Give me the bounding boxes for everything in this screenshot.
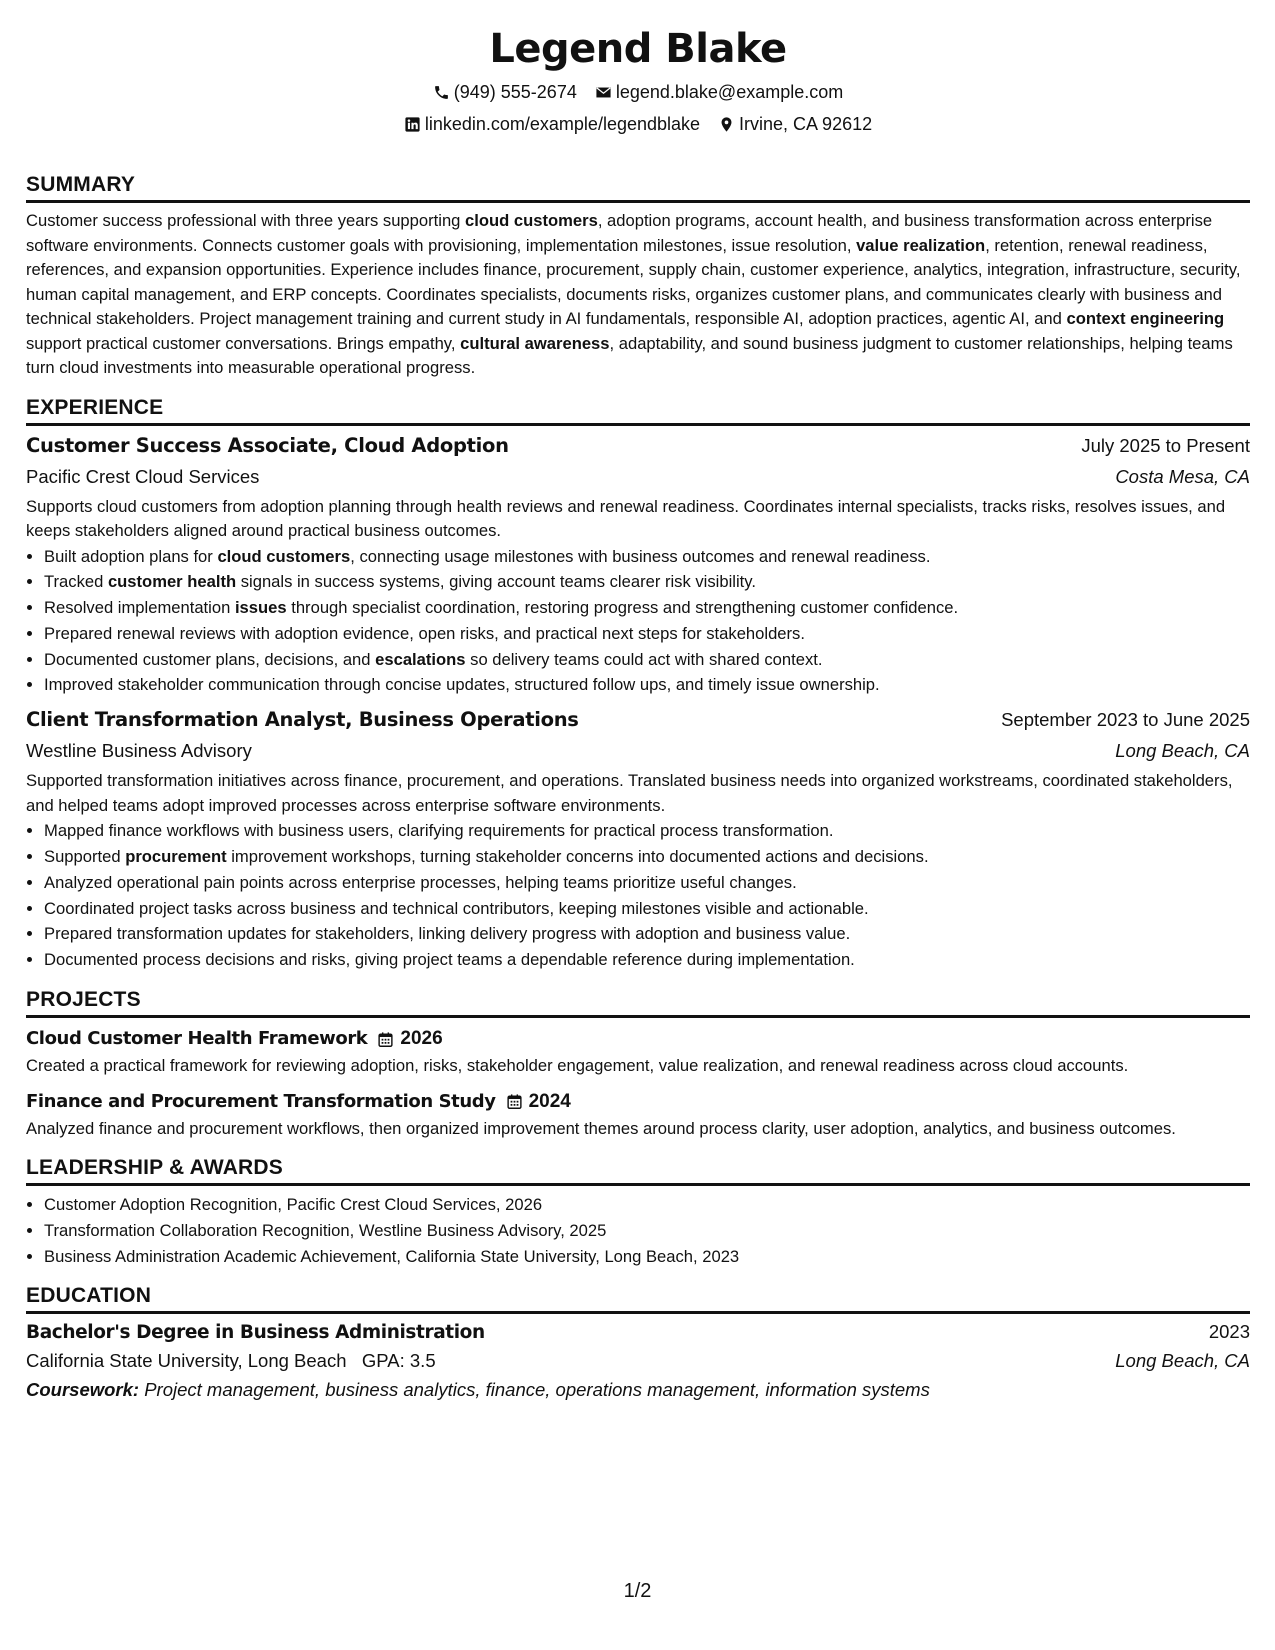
summary-text: Customer success professional with three years supporting bbox=[26, 211, 466, 230]
contact-phone bbox=[433, 80, 577, 104]
bullet-emphasis: issues bbox=[234, 598, 287, 618]
phone-icon bbox=[433, 84, 450, 101]
school-location: Long Beach, CA bbox=[1115, 1350, 1250, 1372]
job-dates: September 2023 to June 2025 bbox=[1001, 709, 1250, 731]
job-location: Costa Mesa, CA bbox=[1115, 465, 1250, 487]
candidate-name: Legend Blake bbox=[489, 26, 787, 72]
job-dates: July 2025 to Present bbox=[1081, 434, 1250, 456]
summary-emphasis: cultural awareness bbox=[460, 333, 610, 353]
gpa: GPA: 3.5 bbox=[361, 1350, 436, 1372]
page-number: 1/2 bbox=[623, 1580, 652, 1602]
envelope-icon bbox=[595, 84, 612, 101]
award-item: • Customer Adoption Recognition, Pacific Crest Cloud Services, 2026 bbox=[44, 1192, 1250, 1218]
job-description: Supports cloud customers from adoption planning through health reviews and renewal readiness. Coordinates internal specialists, tracks risks, resolves issues, and keeps stakeholders aligned around practical business outcomes. bbox=[26, 496, 1226, 540]
experience-heading: EXPERIENCE bbox=[26, 395, 1250, 426]
job-bullet bbox=[44, 896, 1250, 922]
job-bullet bbox=[44, 844, 1250, 870]
bullet-text: improvement workshops, turning stakeholder concerns into documented actions and decisions. bbox=[226, 847, 929, 867]
coursework bbox=[26, 1376, 1250, 1404]
summary-text: support practical customer conversations. Brings empathy, bbox=[26, 333, 461, 353]
job-bullet bbox=[44, 921, 1250, 947]
bullet-text: Built adoption plans for bbox=[44, 546, 218, 566]
bullet-text: , connecting usage milestones with business outcomes and renewal readiness. bbox=[350, 546, 931, 566]
summary-text bbox=[26, 209, 1250, 381]
job-bullet bbox=[44, 621, 1250, 647]
resume-page bbox=[26, 0, 1250, 1404]
summary-emphasis: value realization bbox=[856, 235, 986, 255]
bullet-text: Documented customer plans, decisions, and bbox=[44, 649, 376, 669]
school-and-gpa bbox=[26, 1347, 436, 1375]
contact-row-1 bbox=[26, 80, 1250, 104]
contact-linkedin[interactable] bbox=[404, 112, 700, 136]
education-heading: EDUCATION bbox=[26, 1283, 1250, 1314]
bullet-text: Improved stakeholder communication through concise updates, structured follow ups, and timely issue ownership. bbox=[44, 675, 880, 695]
bullet-text: Documented process decisions and risks, giving project teams a dependable reference during implementation. bbox=[44, 950, 855, 970]
summary-text: , retention, renewal readiness, references, and expansion opportunities. Experience includes finance, procurement, supply chain, customer experience, analytics, integration, infrastructure, security, human capital management, and ERP concepts. Coordinates specialists, documents risks, organizes customer plans, and communicates clearly with business and technical stakeholders. Project management training and current study in AI fundamentals, responsible AI, adoption practices, agentic AI, and bbox=[26, 235, 1241, 328]
summary-emphasis: context engineering bbox=[1066, 309, 1225, 328]
job-description: Supported transformation initiatives across finance, procurement, and operations. Translated business needs into organized workstreams, coordinated stakeholders, and helped teams adopt improved processes across enterprise software environments. bbox=[26, 771, 1233, 815]
linkedin-text[interactable]: linkedin.com/example/legendblake bbox=[424, 114, 701, 134]
graduation-year: 2023 bbox=[1208, 1321, 1250, 1343]
award-item: • Business Administration Academic Achievement, California State University, Long Beach, 2023 bbox=[44, 1244, 1250, 1270]
awards-list bbox=[26, 1192, 1250, 1269]
project-year-text: 2026 bbox=[400, 1028, 443, 1050]
bullet-text: Mapped finance workflows with business users, clarifying requirements for practical process transformation. bbox=[44, 821, 834, 841]
job-bullet bbox=[44, 947, 1250, 973]
job-bullet bbox=[44, 647, 1250, 673]
bullet-text: so delivery teams could act with shared context. bbox=[465, 649, 823, 669]
job-bullet bbox=[44, 595, 1250, 621]
project-year bbox=[377, 1028, 442, 1050]
job-bullet bbox=[44, 544, 1250, 570]
job-bullet bbox=[44, 569, 1250, 595]
projects-heading: PROJECTS bbox=[26, 987, 1250, 1018]
summary-heading: SUMMARY bbox=[26, 172, 1250, 203]
job-bullet bbox=[44, 870, 1250, 896]
project-description: Created a practical framework for reviewing adoption, risks, stakeholder engagement, value realization, and renewal readiness across cloud accounts. bbox=[26, 1056, 1129, 1076]
job-entry bbox=[26, 432, 1250, 699]
contact-row-2 bbox=[26, 112, 1250, 136]
bullet-text: Prepared transformation updates for stakeholders, linking delivery progress with adoption and business value. bbox=[44, 924, 851, 944]
project-year-text: 2024 bbox=[528, 1090, 571, 1112]
bullet-emphasis: customer health bbox=[107, 572, 237, 592]
awards-heading: LEADERSHIP & AWARDS bbox=[26, 1155, 1250, 1186]
contact-email[interactable] bbox=[595, 80, 843, 104]
project-description: Analyzed finance and procurement workflows, then organized improvement themes around process clarity, user adoption, analytics, and business outcomes. bbox=[26, 1118, 1176, 1138]
bullet-text: Supported bbox=[44, 847, 126, 867]
job-location: Long Beach, CA bbox=[1115, 740, 1250, 762]
job-bullet bbox=[44, 818, 1250, 844]
job-title: Customer Success Associate, Cloud Adoption bbox=[26, 433, 509, 457]
project-title: Finance and Procurement Transformation Study bbox=[26, 1090, 496, 1112]
coursework-list: Project management, business analytics, finance, operations management, information systems bbox=[144, 1379, 930, 1401]
project-entry bbox=[26, 1026, 1250, 1079]
coursework-label: Coursework: bbox=[26, 1379, 140, 1401]
job-title: Client Transformation Analyst, Business Operations bbox=[26, 708, 579, 732]
school-name: California State University, Long Beach bbox=[26, 1350, 347, 1372]
location-text: Irvine, CA 92612 bbox=[739, 114, 873, 134]
job-bullet bbox=[44, 672, 1250, 698]
job-bullets bbox=[26, 818, 1250, 973]
bullet-text: Prepared renewal reviews with adoption evidence, open risks, and practical next steps for stakeholders. bbox=[44, 623, 805, 643]
email-text[interactable]: legend.blake@example.com bbox=[615, 82, 844, 102]
job-company: Westline Business Advisory bbox=[26, 740, 252, 762]
bullet-text: signals in success systems, giving account teams clearer risk visibility. bbox=[236, 572, 756, 592]
calendar-icon bbox=[506, 1093, 523, 1110]
bullet-emphasis: cloud customers bbox=[217, 546, 351, 566]
bullet-text: Resolved implementation bbox=[44, 598, 235, 618]
contact-location bbox=[718, 112, 872, 136]
project-entry bbox=[26, 1089, 1250, 1142]
project-year bbox=[506, 1091, 571, 1113]
bullet-emphasis: procurement bbox=[125, 847, 227, 867]
project-title: Cloud Customer Health Framework bbox=[26, 1028, 368, 1050]
bullet-text: through specialist coordination, restoring progress and strengthening customer confidence. bbox=[286, 598, 959, 618]
linkedin-icon bbox=[404, 116, 421, 133]
job-company: Pacific Crest Cloud Services bbox=[26, 465, 260, 487]
summary-emphasis: cloud customers bbox=[465, 211, 598, 230]
summary-text: , adoption programs, account health, and business transformation across enterprise software environments. Connects customer goals with provisioning, implementation milestones, issue resolution, bbox=[26, 211, 1213, 255]
bullet-text: Analyzed operational pain points across enterprise processes, helping teams prioritize useful changes. bbox=[44, 872, 797, 892]
summary-text: , adaptability, and sound business judgment to customer relationships, helping teams turn cloud investments into measurable operational progress. bbox=[26, 333, 1233, 377]
bullet-text: Coordinated project tasks across business and technical contributors, keeping milestones visible and actionable. bbox=[44, 898, 869, 918]
bullet-emphasis: escalations bbox=[375, 649, 466, 669]
degree-title: Bachelor's Degree in Business Administration bbox=[26, 1322, 485, 1344]
calendar-icon bbox=[377, 1031, 394, 1048]
job-entry bbox=[26, 706, 1250, 973]
bullet-text: Tracked bbox=[44, 572, 108, 592]
phone-text: (949) 555-2674 bbox=[453, 82, 577, 102]
education-entry bbox=[26, 1318, 1250, 1404]
award-item: • Transformation Collaboration Recognition, Westline Business Advisory, 2025 bbox=[44, 1218, 1250, 1244]
job-bullets bbox=[26, 544, 1250, 699]
map-pin-icon bbox=[718, 116, 735, 133]
